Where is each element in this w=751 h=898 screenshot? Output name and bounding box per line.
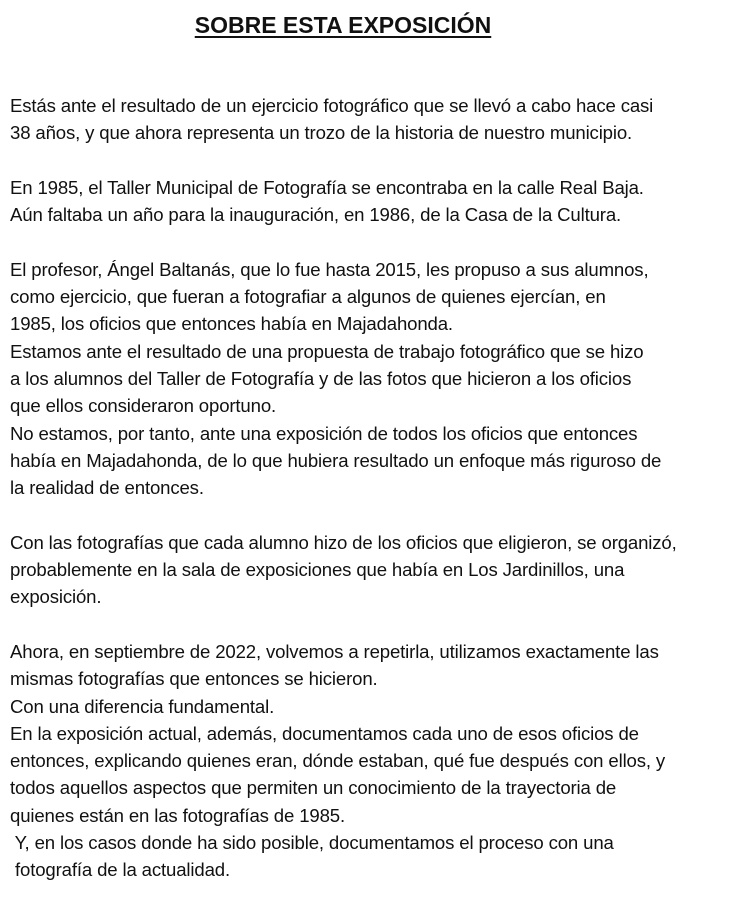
text-line: El profesor, Ángel Baltanás, que lo fue hasta 2015, les propuso a sus alumnos, [10, 258, 649, 280]
text-line: que ellos consideraron oportuno. [10, 395, 277, 417]
paragraph [10, 174, 748, 229]
text-line: Estamos ante el resultado de una propuesta de trabajo fotográfico que se hizo [10, 340, 644, 362]
paragraph [10, 256, 748, 502]
page-title: SOBRE ESTA EXPOSICIÓN [194, 12, 492, 38]
paragraph [10, 92, 748, 147]
paragraph-gap [10, 611, 748, 638]
text-line: En la exposición actual, además, documentamos cada uno de esos oficios de [10, 722, 639, 744]
paragraph [10, 529, 748, 611]
text-line: Estás ante el resultado de un ejercicio fotográfico que se llevó a cabo hace casi [10, 95, 654, 116]
text-line: a los alumnos del Taller de Fotografía y de las fotos que hicieron a los oficios [10, 367, 632, 389]
text-line: En 1985, el Taller Municipal de Fotografía se encontraba en la calle Real Baja. [10, 176, 644, 198]
text-line: Con las fotografías que cada alumno hizo de los oficios que eligieron, se organizó, [10, 531, 677, 553]
text-line: Con una diferencia fundamental. [10, 695, 275, 717]
text-line: mismas fotografías que entonces se hicieron. [10, 668, 378, 690]
text-line: exposición. [10, 586, 102, 608]
text-line: entonces, explicando quienes eran, dónde estaban, qué fue después con ellos, y [10, 750, 666, 772]
text-line: Ahora, en septiembre de 2022, volvemos a repetirla, utilizamos exactamente las [10, 640, 659, 662]
paragraph-gap [10, 228, 748, 255]
paragraph [10, 638, 748, 884]
document-body [10, 92, 748, 884]
text-line: quienes están en las fotografías de 1985. [10, 804, 345, 826]
text-line: Aún faltaba un año para la inauguración, en 1986, de la Casa de la Cultura. [10, 204, 622, 226]
text-line: 1985, los oficios que entonces había en Majadahonda. [10, 313, 453, 335]
text-line: probablemente en la sala de exposiciones que había en Los Jardinillos, una [10, 559, 625, 581]
text-line: como ejercicio, que fueran a fotografiar a algunos de quienes ejercían, en [10, 286, 606, 308]
paragraph-gap [10, 147, 748, 174]
text-line: No estamos, por tanto, ante una exposición de todos los oficios que entonces [10, 422, 638, 444]
paragraph-gap [10, 501, 748, 528]
text-line: fotografía de la actualidad. [10, 859, 230, 881]
text-line: había en Majadahonda, de lo que hubiera resultado un enfoque más riguroso de [10, 449, 662, 471]
text-line: todos aquellos aspectos que permiten un conocimiento de la trayectoria de [10, 777, 617, 799]
text-line: la realidad de entonces. [10, 477, 204, 499]
text-line: 38 años, y que ahora representa un trozo de la historia de nuestro municipio. [10, 122, 633, 144]
text-line: Y, en los casos donde ha sido posible, documentamos el proceso con una [10, 832, 614, 854]
